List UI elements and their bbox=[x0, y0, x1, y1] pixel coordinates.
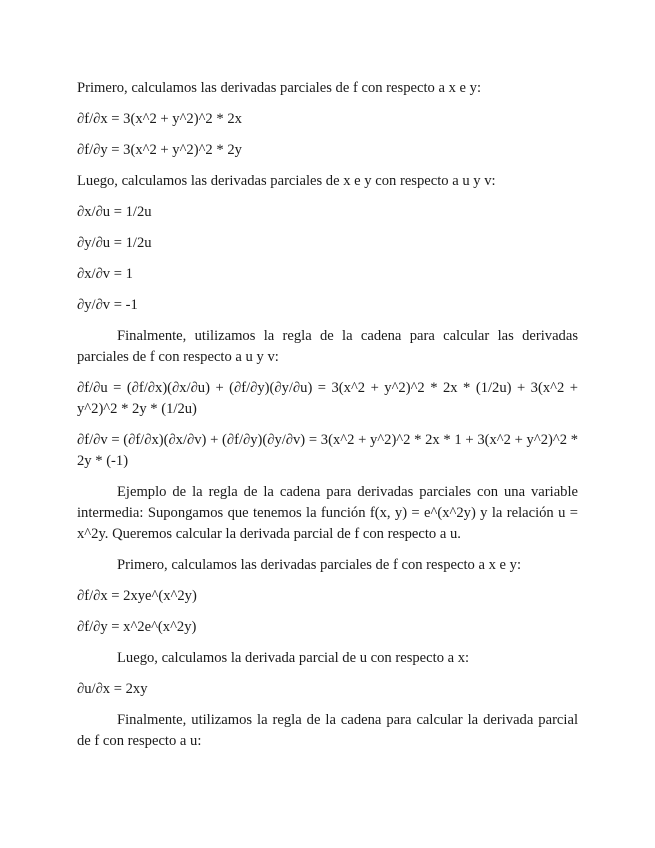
equation: ∂f/∂v = (∂f/∂x)(∂x/∂v) + (∂f/∂y)(∂y/∂v) = 3(x^2 + y^2)^2 * 2x * 1 + 3(x^2 + y^2)^2 * 2y * (-1) bbox=[77, 432, 578, 469]
equation: ∂x/∂u = 1/2u bbox=[77, 204, 152, 220]
equation: ∂f/∂y = 3(x^2 + y^2)^2 * 2y bbox=[77, 142, 242, 158]
equation: ∂f/∂x = 3(x^2 + y^2)^2 * 2x bbox=[77, 111, 242, 127]
equation: ∂f/∂x = 2xye^(x^2y) bbox=[77, 588, 197, 604]
equation: ∂y/∂u = 1/2u bbox=[77, 235, 152, 251]
equation: ∂x/∂v = 1 bbox=[77, 266, 133, 282]
equation: ∂f/∂u = (∂f/∂x)(∂x/∂u) + (∂f/∂y)(∂y/∂u) = 3(x^2 + y^2)^2 * 2x * (1/2u) + 3(x^2 + y^2)^2 * 2y * (1/2u) bbox=[77, 380, 578, 417]
paragraph: Primero, calculamos las derivadas parciales de f con respecto a x e y: bbox=[77, 80, 482, 96]
equation: ∂u/∂x = 2xy bbox=[77, 681, 148, 697]
equation: ∂f/∂y = x^2e^(x^2y) bbox=[77, 619, 197, 635]
paragraph: Finalmente, utilizamos la regla de la cadena para calcular las derivadas parciales de f con respecto a u y v: bbox=[77, 328, 578, 365]
paragraph: Luego, calculamos las derivadas parciales de x e y con respecto a u y v: bbox=[77, 173, 496, 189]
paragraph: Ejemplo de la regla de la cadena para derivadas parciales con una variable intermedia: Supongamos que tenemos la función f(x, y) = e^(x^2y) y la relación u = x^2y. Queremos calcular la derivada parcial de f con respecto a u. bbox=[77, 484, 578, 542]
paragraph: Luego, calculamos la derivada parcial de u con respecto a x: bbox=[117, 650, 470, 666]
document-body bbox=[77, 78, 578, 762]
equation: ∂y/∂v = -1 bbox=[77, 297, 138, 313]
paragraph: Primero, calculamos las derivadas parciales de f con respecto a x e y: bbox=[117, 557, 522, 573]
paragraph: Finalmente, utilizamos la regla de la cadena para calcular la derivada parcial de f con respecto a u: bbox=[77, 712, 578, 749]
